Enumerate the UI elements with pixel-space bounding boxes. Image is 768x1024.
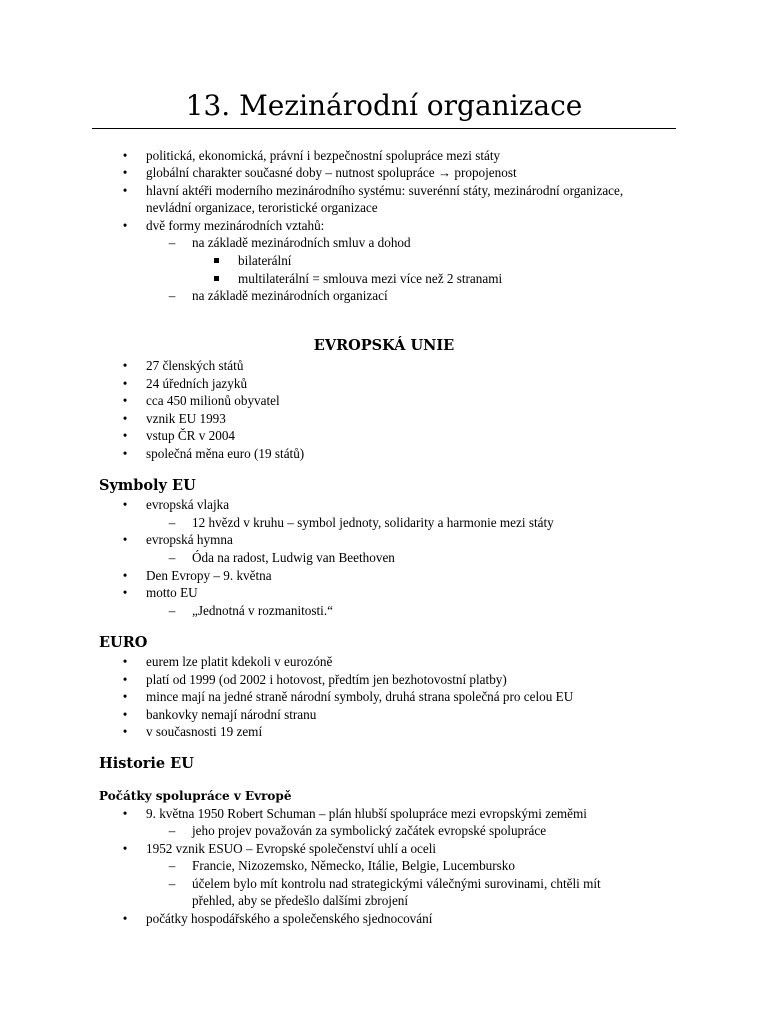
bullet-marker: • xyxy=(122,218,128,233)
history-esuo-members: Francie, Nizozemsko, Německo, Itálie, Belgie, Lucembursko xyxy=(192,858,515,873)
bullet-marker: • xyxy=(122,411,128,426)
intro-item-cooperation: politická, ekonomická, právní i bezpečnostní spolupráce mezi státy xyxy=(146,148,501,163)
euro-fact: v současnosti 19 zemí xyxy=(146,724,263,739)
intro-item-global: globální charakter současné doby – nutnost spolupráce → propojenost xyxy=(146,165,517,180)
bullet-marker: • xyxy=(122,358,128,373)
bullet-marker: • xyxy=(122,428,128,443)
symbol-anthem-detail: Óda na radost, Ludwig van Beethoven xyxy=(192,550,395,565)
bullet-marker: • xyxy=(122,497,128,512)
euro-fact: bankovky nemají národní stranu xyxy=(146,707,317,722)
intro-item-forms: dvě formy mezinárodních vztahů: xyxy=(146,218,325,233)
bullet-marker: • xyxy=(122,148,128,163)
history-esuo-purpose-cont: přehled, aby se předešlo dalšími zbrojení xyxy=(192,893,409,908)
title-underline xyxy=(92,128,676,129)
bullet-marker: • xyxy=(122,806,128,821)
dash-marker: – xyxy=(168,823,176,838)
history-schuman-detail: jeho projev považován za symbolický začátek evropské spolupráce xyxy=(192,823,547,838)
dash-marker: – xyxy=(168,288,176,303)
section-heading-history: Historie EU xyxy=(99,755,194,772)
history-schuman: 9. května 1950 Robert Schuman – plán hlubší spolupráce mezi evropskými zeměmi xyxy=(146,806,587,821)
treaty-multilateral: multilaterální = smlouva mezi více než 2 stranami xyxy=(238,271,503,286)
bullet-marker: • xyxy=(122,724,128,739)
intro-item-actors-cont: nevládní organizace, teroristické organizace xyxy=(146,200,378,215)
bullet-marker: • xyxy=(122,911,128,926)
euro-fact: eurem lze platit kdekoli v eurozóně xyxy=(146,654,333,669)
euro-fact: platí od 1999 (od 2002 i hotovost, předtím jen bezhotovostní platby) xyxy=(146,672,507,687)
dash-marker: – xyxy=(168,235,176,250)
square-bullet-icon xyxy=(214,258,219,263)
section-heading-eu: EVROPSKÁ UNIE xyxy=(313,337,455,354)
dash-marker: – xyxy=(168,876,176,891)
bullet-marker: • xyxy=(122,446,128,461)
symbol-flag: evropská vlajka xyxy=(146,497,230,512)
bullet-marker: • xyxy=(122,183,128,198)
bullet-marker: • xyxy=(122,841,128,856)
dash-marker: – xyxy=(168,515,176,530)
square-bullet-icon xyxy=(214,276,219,281)
symbol-anthem: evropská hymna xyxy=(146,532,233,547)
symbol-motto: motto EU xyxy=(146,585,198,600)
history-esuo-purpose: účelem bylo mít kontrolu nad strategickými válečnými surovinami, chtěli mít xyxy=(192,876,601,891)
symbol-europe-day: Den Evropy – 9. května xyxy=(146,568,272,583)
intro-item-actors: hlavní aktéři moderního mezinárodního systému: suverénní státy, mezinárodní organizace, xyxy=(146,183,624,198)
bullet-marker: • xyxy=(122,585,128,600)
dash-marker: – xyxy=(168,603,176,618)
bullet-marker: • xyxy=(122,165,128,180)
eu-fact: 27 členských států xyxy=(146,358,244,373)
bullet-marker: • xyxy=(122,672,128,687)
bullet-marker: • xyxy=(122,393,128,408)
eu-fact: vstup ČR v 2004 xyxy=(146,428,236,443)
dash-marker: – xyxy=(168,858,176,873)
history-unification: počátky hospodářského a společenského sjednocování xyxy=(146,911,433,926)
section-heading-euro: EURO xyxy=(99,634,148,651)
eu-fact: 24 úředních jazyků xyxy=(146,376,248,391)
bullet-marker: • xyxy=(122,568,128,583)
subsection-heading-beginnings: Počátky spolupráce v Evropě xyxy=(99,789,292,803)
euro-fact: mince mají na jedné straně národní symboly, druhá strana společná pro celou EU xyxy=(146,689,574,704)
section-heading-symbols: Symboly EU xyxy=(99,477,196,494)
symbol-flag-detail: 12 hvězd v kruhu – symbol jednoty, solidarity a harmonie mezi státy xyxy=(192,515,554,530)
forms-organizations: na základě mezinárodních organizací xyxy=(192,288,388,303)
forms-treaties: na základě mezinárodních smluv a dohod xyxy=(192,235,411,250)
eu-fact: společná měna euro (19 států) xyxy=(146,446,305,461)
history-esuo: 1952 vznik ESUO – Evropské společenství uhlí a oceli xyxy=(146,841,437,856)
symbol-motto-text: „Jednotná v rozmanitosti.“ xyxy=(192,603,333,618)
bullet-marker: • xyxy=(122,376,128,391)
eu-fact: vznik EU 1993 xyxy=(146,411,226,426)
bullet-marker: • xyxy=(122,689,128,704)
bullet-marker: • xyxy=(122,654,128,669)
bullet-marker: • xyxy=(122,532,128,547)
eu-fact: cca 450 milionů obyvatel xyxy=(146,393,280,408)
dash-marker: – xyxy=(168,550,176,565)
treaty-bilateral: bilaterální xyxy=(238,253,292,268)
page-title: 13. Mezinárodní organizace xyxy=(185,89,583,122)
bullet-marker: • xyxy=(122,707,128,722)
